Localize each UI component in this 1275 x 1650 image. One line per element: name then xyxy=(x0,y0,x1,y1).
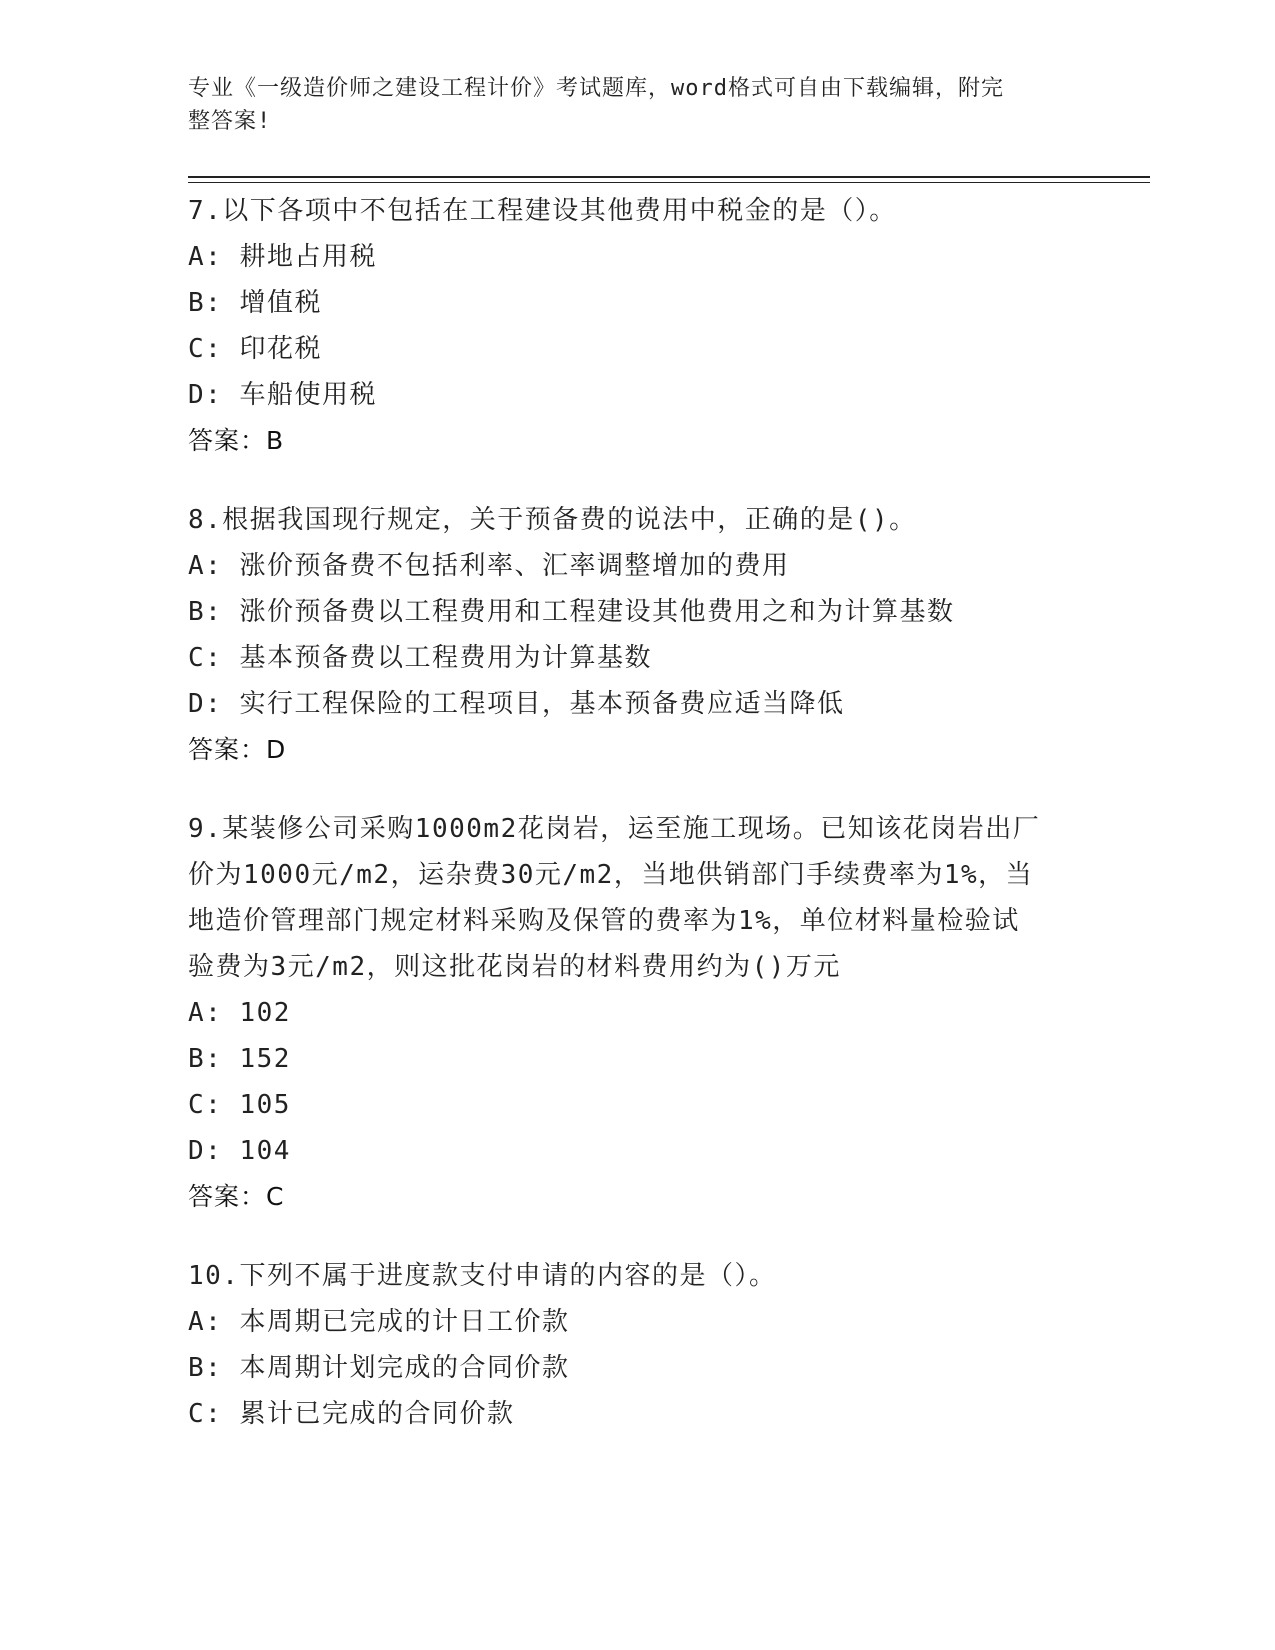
option-d: D: 车船使用税 xyxy=(188,380,377,410)
option-b: B: 152 xyxy=(188,1044,291,1074)
option-d: D: 104 xyxy=(188,1136,291,1166)
question-text: 8.根据我国现行规定，关于预备费的说法中，正确的是()。 xyxy=(188,505,917,535)
option-a: A: 涨价预备费不包括利率、汇率调整增加的费用 xyxy=(188,551,790,581)
header-line-2: 整答案! xyxy=(188,109,272,134)
option-c: C: 累计已完成的合同价款 xyxy=(188,1399,515,1429)
question-7 xyxy=(188,188,1088,464)
option-a: A: 本周期已完成的计日工价款 xyxy=(188,1307,570,1337)
question-text-line: 价为1000元/m2，运杂费30元/m2，当地供销部门手续费率为1%，当 xyxy=(188,860,1034,890)
question-text-line: 地造价管理部门规定材料采购及保管的费率为1%，单位材料量检验试 xyxy=(188,906,1020,936)
answer-line: 答案：B xyxy=(188,426,285,455)
document-header xyxy=(188,72,1088,138)
answer-line: 答案：C xyxy=(188,1182,285,1211)
option-a: A: 102 xyxy=(188,998,291,1028)
option-b: B: 本周期计划完成的合同价款 xyxy=(188,1353,570,1383)
option-c: C: 基本预备费以工程费用为计算基数 xyxy=(188,643,652,673)
option-b: B: 增值税 xyxy=(188,288,322,318)
option-a: A: 耕地占用税 xyxy=(188,242,377,272)
header-line-1: 专业《一级造价师之建设工程计价》考试题库，word格式可自由下载编辑，附完 xyxy=(188,76,1004,101)
question-text: 10.下列不属于进度款支付申请的内容的是（）。 xyxy=(188,1261,777,1291)
question-text-line: 9.某装修公司采购1000m2花岗岩，运至施工现场。已知该花岗岩出厂 xyxy=(188,814,1041,844)
header-divider-thick xyxy=(188,176,1150,178)
option-c: C: 105 xyxy=(188,1090,291,1120)
header-divider-thin xyxy=(188,182,1150,183)
question-8 xyxy=(188,497,1088,773)
answer-line: 答案：D xyxy=(188,735,287,764)
option-b: B: 涨价预备费以工程费用和工程建设其他费用之和为计算基数 xyxy=(188,597,955,627)
option-c: C: 印花税 xyxy=(188,334,322,364)
question-9 xyxy=(188,806,1088,1220)
option-d: D: 实行工程保险的工程项目，基本预备费应适当降低 xyxy=(188,689,845,719)
question-list xyxy=(188,188,1088,1470)
question-text: 7.以下各项中不包括在工程建设其他费用中税金的是（）。 xyxy=(188,196,897,226)
question-10 xyxy=(188,1253,1088,1437)
question-text-line: 验费为3元/m2，则这批花岗岩的材料费用约为()万元 xyxy=(188,952,841,982)
